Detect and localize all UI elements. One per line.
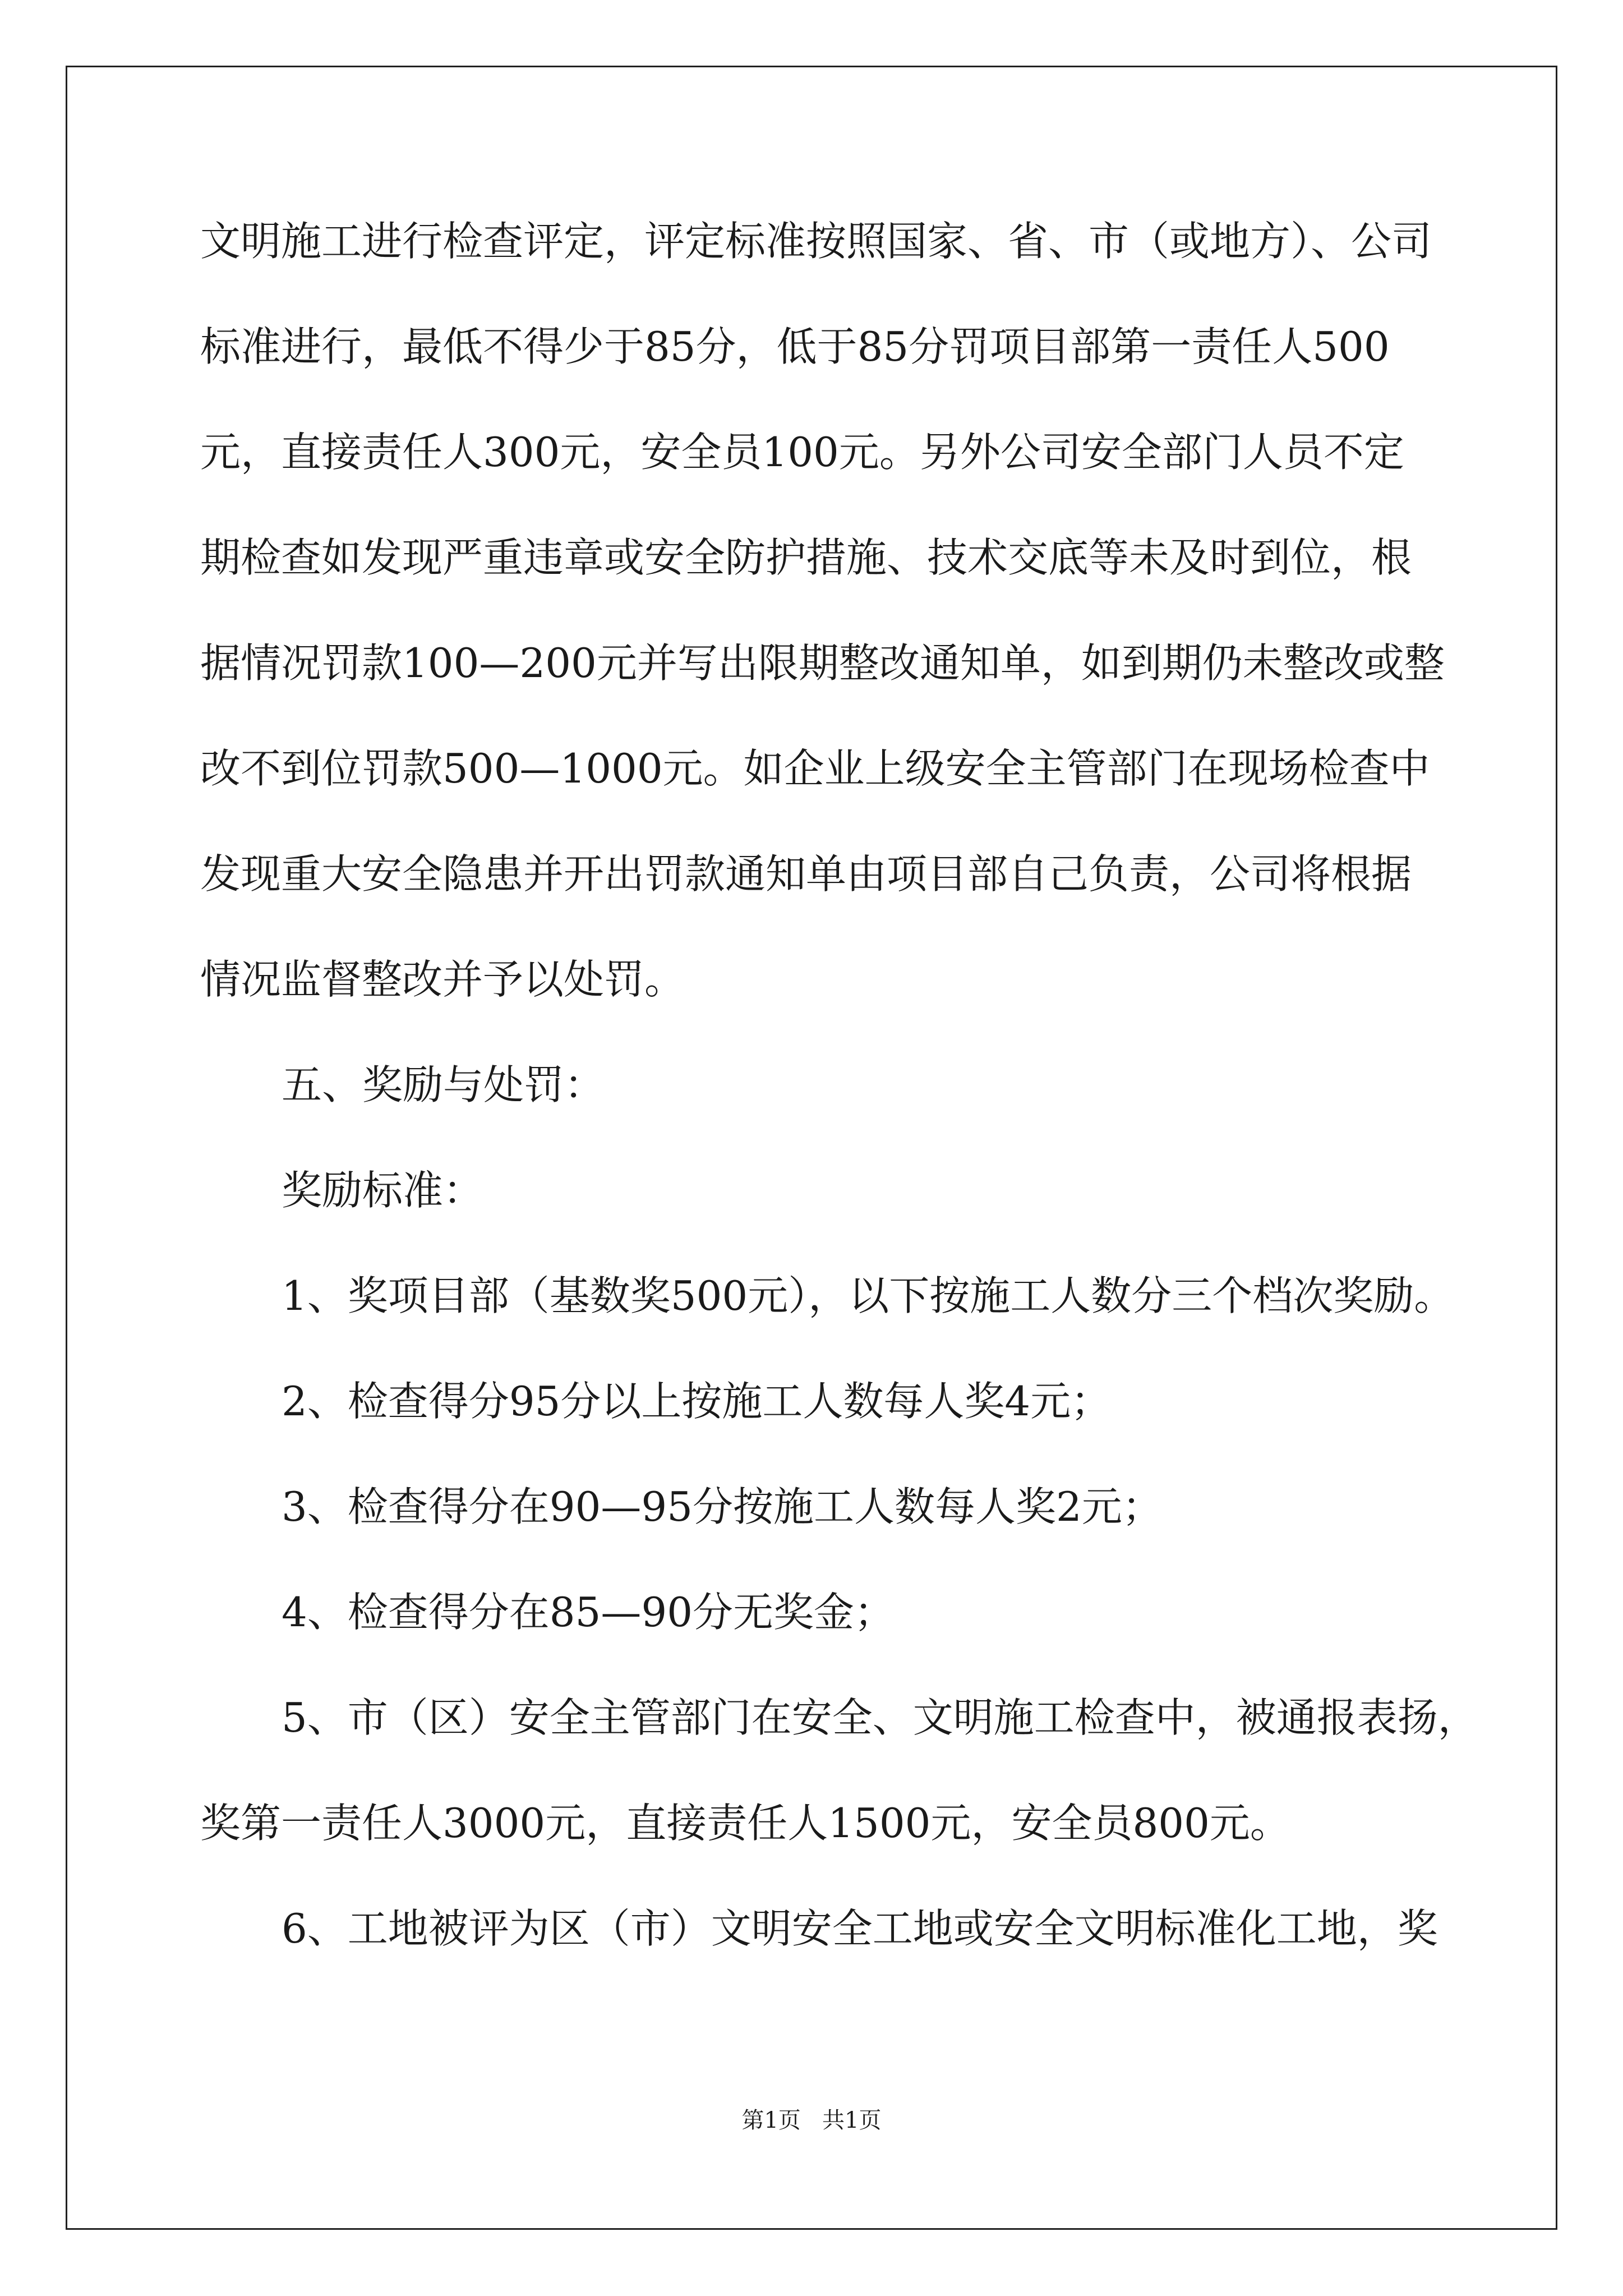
paragraph-line: 元，直接责任人300元，安全员100元。另外公司安全部门人员不定	[200, 429, 1404, 476]
paragraph-line: 发现重大安全隐患并开出罚款通知单由项目部自己负责，公司将根据	[200, 850, 1412, 898]
page-footer: 第1页 共1页	[741, 2108, 882, 2133]
list-item: 4、检查得分在85—90分无奖金；	[282, 1589, 895, 1636]
list-item: 3、检查得分在90—95分按施工人数每人奖2元；	[282, 1483, 1163, 1530]
paragraph-line: 情况监督整改并予以处罚。	[200, 956, 685, 1003]
paragraph-line: 奖第一责任人3000元，直接责任人1500元，安全员800元。	[200, 1800, 1290, 1847]
paragraph-line: 改不到位罚款500—1000元。如企业上级安全主管部门在现场检查中	[200, 745, 1430, 792]
list-item: 5、市（区）安全主管部门在安全、文明施工检查中，被通报表扬，	[282, 1694, 1478, 1741]
paragraph-line: 文明施工进行检查评定，评定标准按照国家、省、市（或地方）、公司	[200, 218, 1432, 265]
list-item: 1、奖项目部（基数奖500元），以下按施工人数分三个档次奖励。	[282, 1272, 1455, 1319]
paragraph-line: 标准进行，最低不得少于85分，低于85分罚项目部第一责任人500	[200, 323, 1390, 370]
paragraph-line: 期检查如发现严重违章或安全防护措施、技术交底等未及时到位，根	[200, 534, 1412, 581]
paragraph-line: 据情况罚款100—200元并写出限期整改通知单，如到期仍未整改或整	[200, 639, 1445, 687]
subsection-heading: 奖励标准：	[282, 1167, 484, 1214]
section-heading: 五、奖励与处罚：	[282, 1061, 605, 1108]
list-item: 6、工地被评为区（市）文明安全工地或安全文明标准化工地，奖	[282, 1905, 1438, 1952]
list-item: 2、检查得分95分以上按施工人数每人奖4元；	[282, 1378, 1112, 1425]
